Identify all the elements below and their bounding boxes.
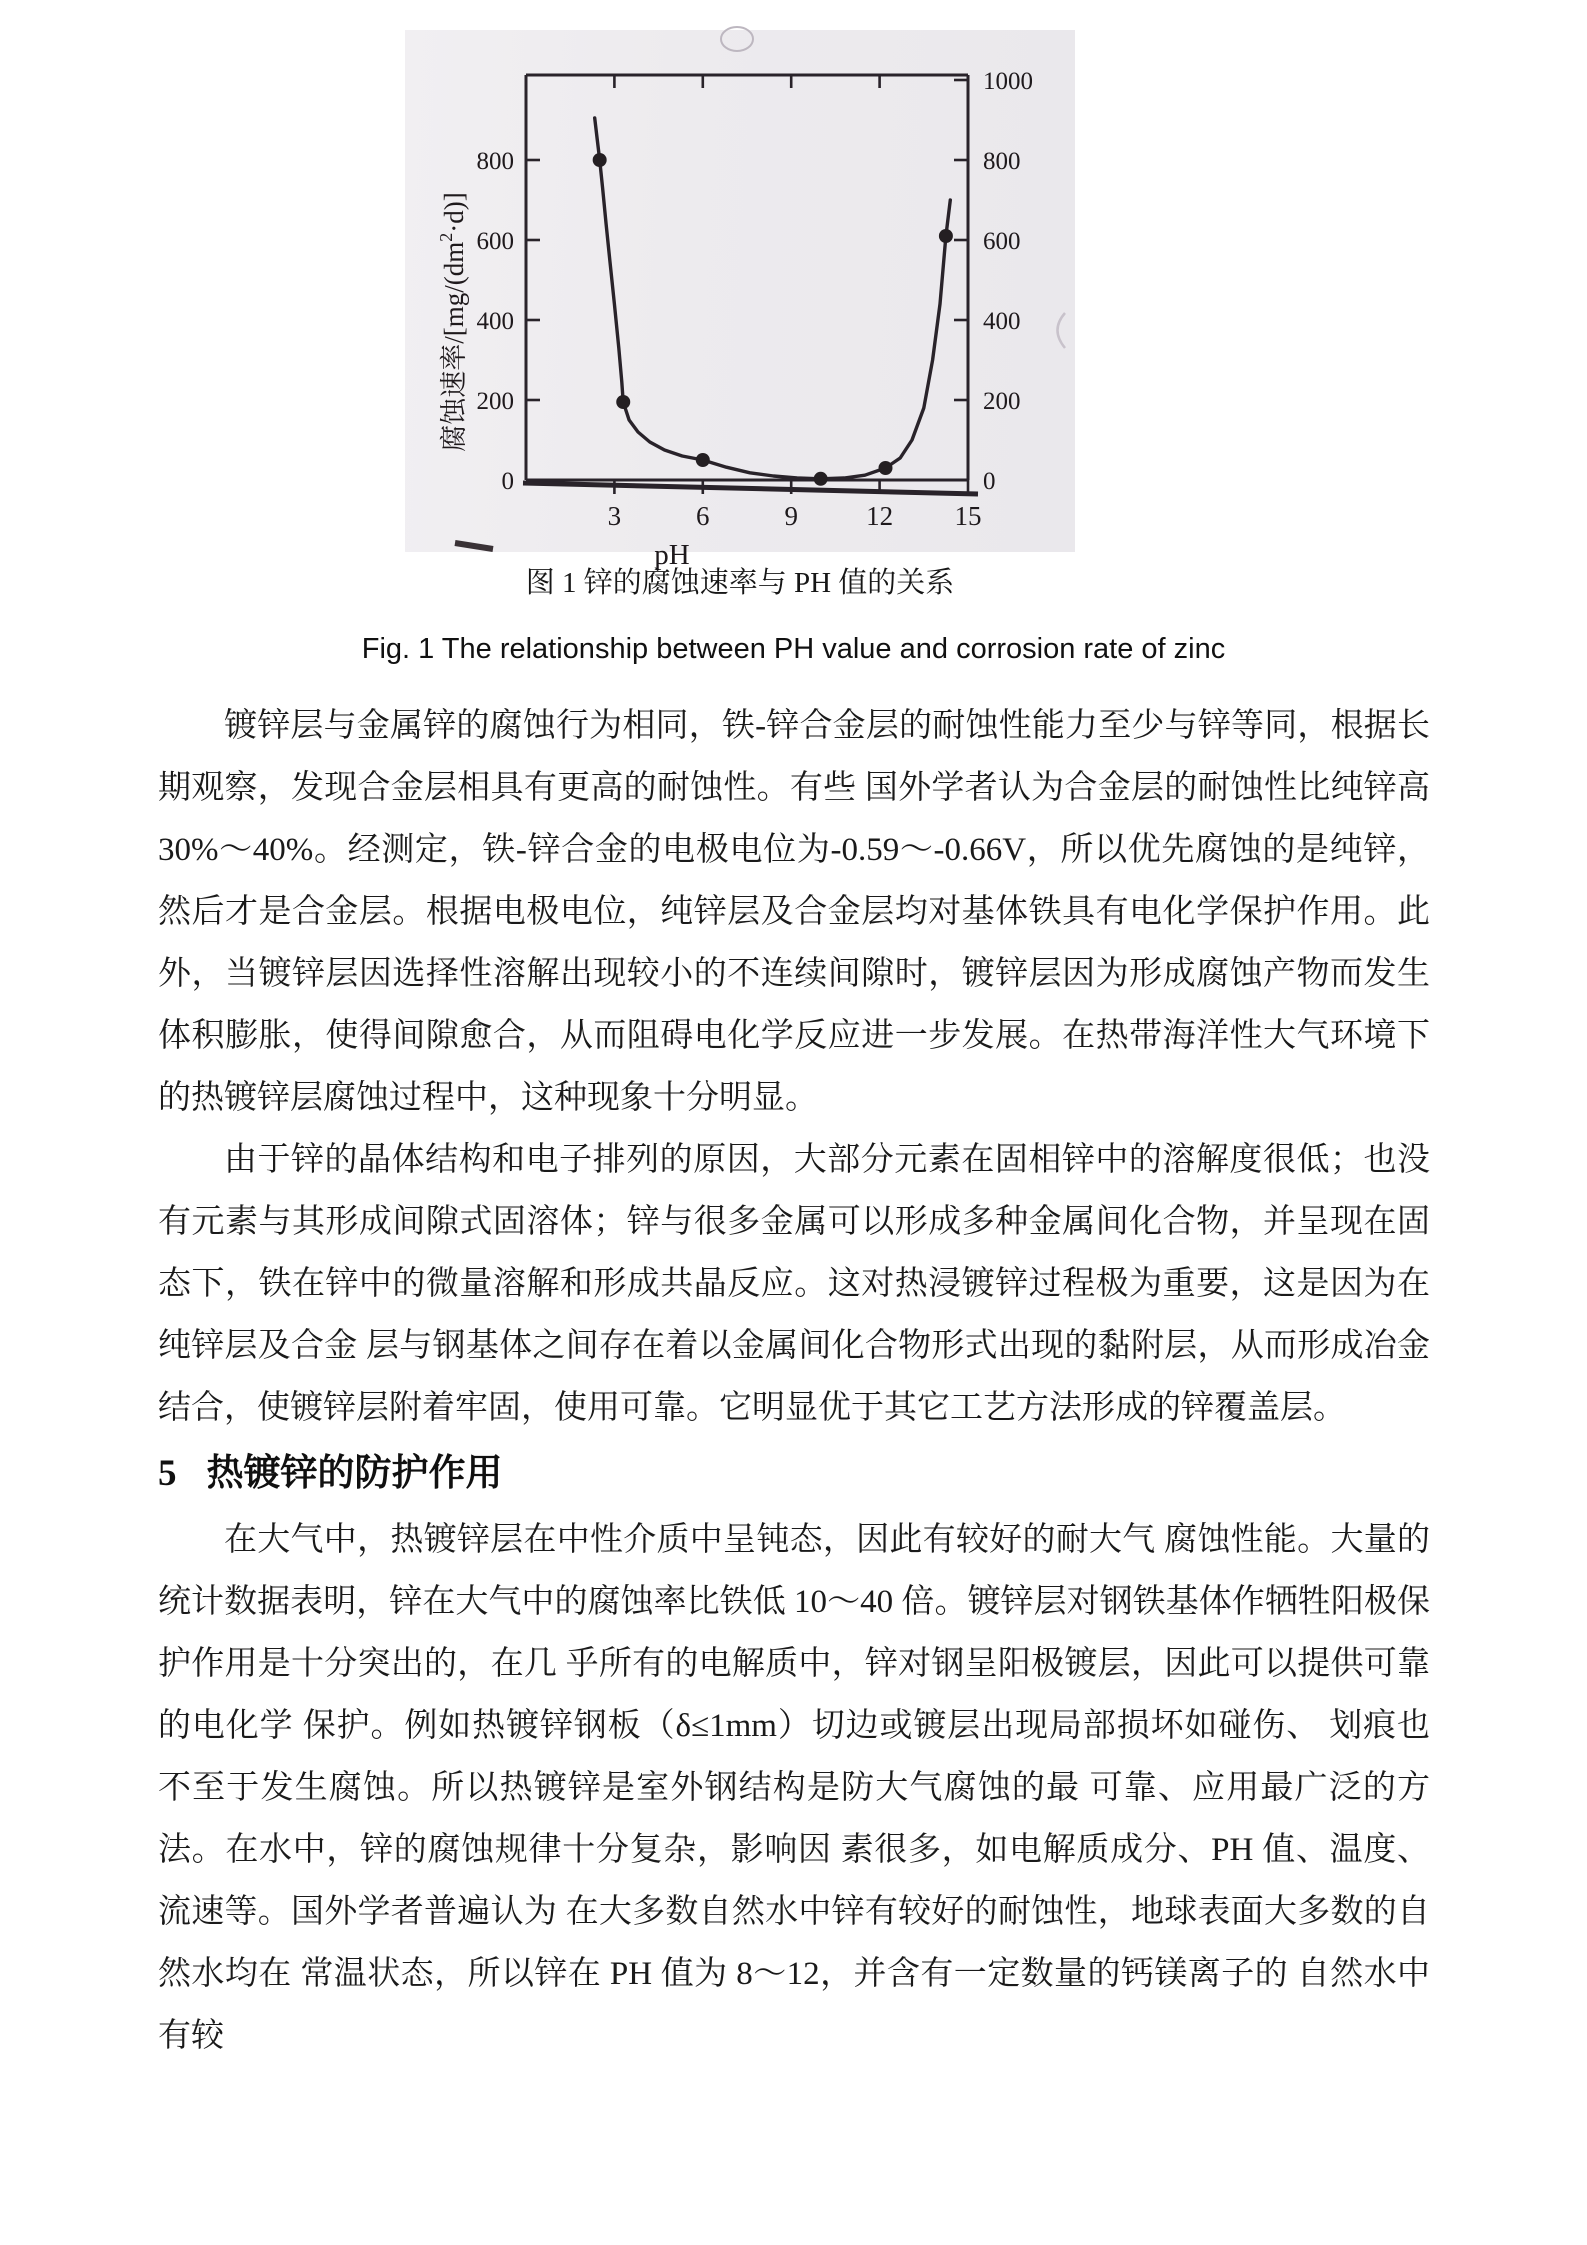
y-tick-label-right: 0 (983, 468, 996, 495)
scan-smudge-artifact (455, 543, 493, 549)
data-point (696, 453, 710, 467)
figure-caption-english: Fig. 1 The relationship between PH value and corrosion rate of zinc (361, 633, 1226, 665)
section-title: 热镀锌的防护作用 (206, 1453, 503, 1494)
data-point (593, 153, 607, 167)
y-tick-label-right: 600 (983, 228, 1021, 255)
data-point (616, 395, 630, 409)
corrosion-curve (595, 118, 951, 479)
y-axis-label: 腐蚀速率$/[mg/(dm^2\cdot d)]$ (436, 192, 469, 452)
x-tick-label: 12 (866, 501, 894, 531)
figure-1-scanned-chart (405, 30, 1075, 571)
y-tick-label-right: 1000 (983, 68, 1033, 95)
y-tick-label-left: 600 (476, 228, 514, 255)
paragraph-3: 在大气中，热镀锌层在中性介质中呈钝态，因此有较好的耐大气 腐蚀性能。大量的统计数据表明，锌在大气中的腐蚀率比铁低 10～40 倍。镀锌层对钢铁基体作牺牲阳极保护作用是十分突出的，在几 乎所有的电解质中，锌对钢呈阳极镀层，因此可以提供可靠的电化学 保护。例如热镀锌钢板（δ≤1mm）切边或镀层出现局部损坏如碰伤、 划痕也不至于发生腐蚀。所以热镀锌是室外钢结构是防大气腐蚀的最 可靠、应用最广泛的方法。在水中，锌的腐蚀规律十分复杂，影响因 素很多，如电解质成分、PH 值、温度、流速等。国外学者普遍认为 在大多数自然水中锌有较好的耐蚀性，地球表面大多数的自然水均在 常温状态，所以锌在 PH 值为 8～12，并含有一定数量的钙镁离子的 自然水中有较 (158, 1522, 1430, 2054)
y-tick-label-left: 800 (476, 148, 514, 175)
section-heading (158, 1439, 1430, 1509)
scan-circle-artifact (721, 27, 753, 51)
section-number: 5 (158, 1453, 177, 1494)
y-tick-label-right: 400 (983, 308, 1021, 335)
data-point (939, 229, 953, 243)
figure-caption-chinese: 图 1 锌的腐蚀速率与 PH 值的关系 (525, 567, 955, 599)
x-tick-label: 15 (954, 501, 982, 531)
y-tick-label-left: 400 (476, 308, 514, 335)
paragraph-2: 由于锌的晶体结构和电子排列的原因，大部分元素在固相锌中的溶解度很低；也没有元素与其形成间隙式固溶体；锌与很多金属可以形成多种金属间化合物，并呈现在固态下，铁在锌中的微量溶解和形成共晶反应。这对热浸镀锌过程极为重要，这是因为在纯锌层及合金 层与钢基体之间存在着以金属间化合物形式出现的黏附层，从而形成冶金结合，使镀锌层附着牢固，使用可靠。它明显优于其它工艺方法形成的锌覆盖层。 (158, 1142, 1430, 1426)
x-axis-label: pH (654, 539, 690, 571)
scan-arc-artifact (1058, 313, 1066, 348)
paragraph-1: 镀锌层与金属锌的腐蚀行为相同，铁-锌合金层的耐蚀性能力至少与锌等同，根据长期观察，发现合金层相具有更高的耐蚀性。有些 国外学者认为合金层的耐蚀性比纯锌高 30%～40%。经测定，铁-锌合金的电极电位为-0.59～-0.66V，所以优先腐蚀的是纯锌，然后才是合金层。根据电极电位，纯锌层及合金层均对基体铁具有电化学保护作用。此外，当镀锌层因选择性溶解出现较小的不连续间隙时，镀锌层因为形成腐蚀产物而发生体积膨胀，使得间隙愈合，从而阻碍电化学反应进一步发展。在热带海洋性大气环境下的热镀锌层腐蚀过程中，这种现象十分明显。 (158, 708, 1430, 1116)
corrosion-rate-vs-ph-chart (405, 30, 1075, 571)
plot-frame (526, 75, 968, 480)
scan-baseline-artifact (523, 483, 978, 494)
y-tick-label-left: 200 (476, 388, 514, 415)
x-tick-label: 3 (607, 501, 622, 531)
y-tick-label-left: 0 (501, 468, 514, 495)
data-point (814, 472, 828, 486)
x-tick-label: 9 (784, 501, 798, 531)
data-point (878, 461, 892, 475)
y-tick-label-right: 200 (983, 388, 1021, 415)
document-body (158, 695, 1430, 2067)
x-tick-label: 6 (696, 501, 710, 531)
y-tick-label-right: 800 (983, 148, 1021, 175)
